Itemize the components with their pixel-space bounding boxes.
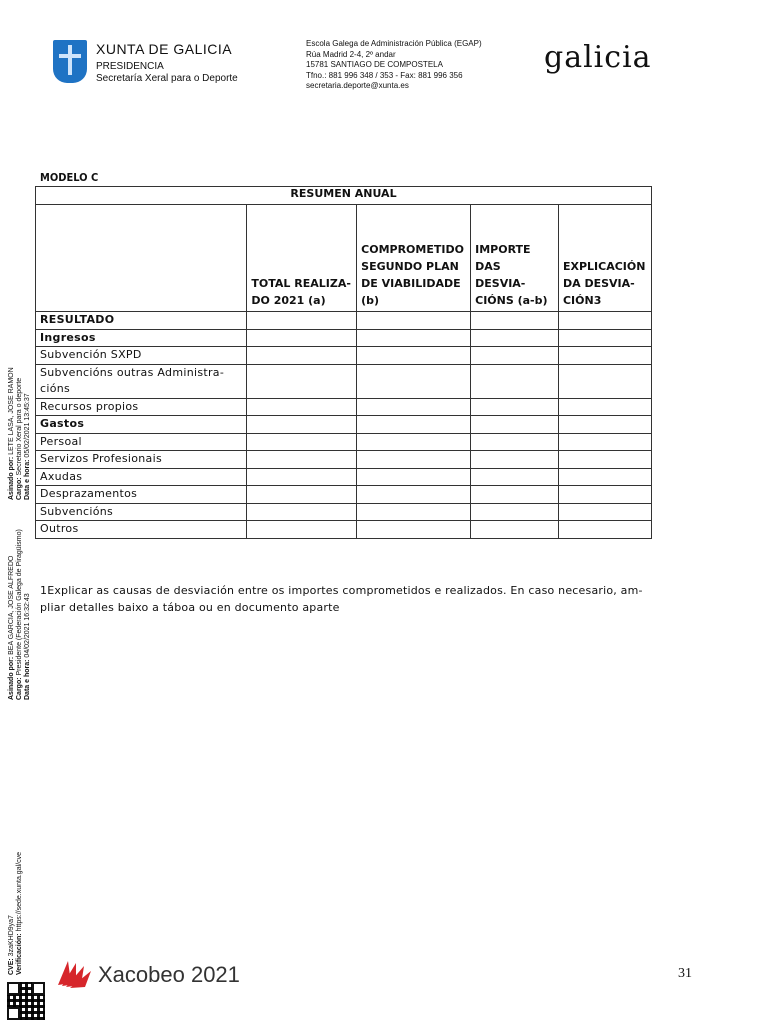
date-label: Data e hora: [24, 659, 31, 700]
table-row [36, 416, 652, 434]
value-cell[interactable] [357, 486, 471, 504]
row-label: Persoal [36, 433, 247, 451]
value-cell[interactable] [247, 312, 357, 330]
column-header-line: DO 2021 (a) [251, 294, 326, 307]
cve-label: CVE: [8, 958, 15, 975]
xunta-title: XUNTA DE GALICIA [96, 41, 233, 57]
xunta-department [96, 61, 238, 85]
verification-url: https://sede.xunta.gal/cve [16, 852, 23, 932]
row-label: Outros [36, 521, 247, 539]
value-cell[interactable] [471, 416, 559, 434]
value-cell[interactable] [247, 451, 357, 469]
row-label: Subvencións [36, 503, 247, 521]
department-line-2: Secretaría Xeral para o Deporte [96, 73, 238, 84]
signature-block-2 [8, 529, 32, 700]
column-header-line: CIÓNS (a-b) [475, 294, 548, 307]
row-label: Subvención SXPD [36, 347, 247, 365]
value-cell[interactable] [357, 468, 471, 486]
signer-role: Secretario Xeral para o deporte [16, 377, 23, 476]
table-row [36, 521, 652, 539]
value-cell[interactable] [471, 398, 559, 416]
column-header-line: (b) [361, 294, 380, 307]
row-label: RESULTADO [36, 312, 247, 330]
role-label: Cargo: [16, 477, 23, 500]
date-label: Data e hora: [24, 459, 31, 500]
signature-block-1 [8, 367, 32, 500]
value-cell[interactable] [471, 451, 559, 469]
column-header-line: DA DESVIA- [562, 277, 635, 290]
value-cell[interactable] [558, 312, 651, 330]
signer-name: LETE LASA, JOSE RAMON [8, 367, 15, 455]
signed-label: Asinado por: [8, 656, 15, 700]
value-cell[interactable] [247, 433, 357, 451]
value-cell[interactable] [558, 486, 651, 504]
qr-code-icon [7, 982, 45, 1020]
contact-line: Escola Galega de Administración Pública (EGAP) [306, 39, 482, 48]
value-cell[interactable] [357, 503, 471, 521]
row-label-line: Subvencións outras Administra- [40, 365, 225, 379]
table-row [36, 347, 652, 365]
value-cell[interactable] [357, 433, 471, 451]
value-cell[interactable] [558, 364, 651, 398]
value-cell[interactable] [471, 468, 559, 486]
contact-block [306, 39, 482, 92]
column-header-line: CIÓN3 [562, 294, 602, 307]
table-row [36, 398, 652, 416]
column-header [357, 205, 471, 312]
column-header-line: EXPLICACIÓN [562, 260, 646, 273]
contact-line: Tfno.: 881 996 348 / 353 - Fax: 881 996 356 [306, 70, 463, 80]
column-header-line: DAS DESVIA- [475, 260, 526, 290]
value-cell[interactable] [247, 468, 357, 486]
table-row [36, 451, 652, 469]
value-cell[interactable] [247, 521, 357, 539]
column-header-line: DE VIABILIDADE [361, 277, 461, 290]
value-cell[interactable] [558, 398, 651, 416]
value-cell[interactable] [357, 416, 471, 434]
table-title: RESUMEN ANUAL [36, 187, 652, 205]
value-cell[interactable] [247, 503, 357, 521]
value-cell[interactable] [471, 433, 559, 451]
value-cell[interactable] [247, 364, 357, 398]
signed-label: Asinado por: [8, 456, 15, 500]
value-cell[interactable] [357, 451, 471, 469]
empty-header-cell [36, 205, 247, 312]
table-row [36, 433, 652, 451]
value-cell[interactable] [558, 347, 651, 365]
column-header-line: TOTAL REALIZA- [251, 277, 351, 290]
signer-role: Presidente (Federación Galega de Piragüismo) [16, 529, 23, 676]
annual-summary-table [35, 186, 652, 539]
value-cell[interactable] [558, 416, 651, 434]
contact-line: secretaria.deporte@xunta.es [306, 81, 409, 90]
value-cell[interactable] [558, 521, 651, 539]
column-header-line: SEGUNDO PLAN [361, 260, 459, 273]
row-label: Desprazamentos [36, 486, 247, 504]
value-cell[interactable] [357, 364, 471, 398]
contact-line: Rúa Madrid 2-4, 2º andar [306, 49, 396, 59]
value-cell[interactable] [558, 451, 651, 469]
table-row [36, 312, 652, 330]
table-row [36, 329, 652, 347]
cve-code: 3zaKHD9ya7 [8, 915, 15, 957]
signer-name: BEA GARCIA, JOSE ALFREDO [8, 555, 15, 655]
row-label: Servizos Profesionais [36, 451, 247, 469]
xacobeo-logo-text: Xacobeo 2021 [98, 962, 240, 987]
value-cell[interactable] [247, 486, 357, 504]
value-cell[interactable] [357, 521, 471, 539]
value-cell[interactable] [471, 503, 559, 521]
row-label: Recursos propios [36, 398, 247, 416]
row-label: Axudas [36, 468, 247, 486]
column-header [558, 205, 651, 312]
value-cell[interactable] [558, 468, 651, 486]
value-cell[interactable] [357, 329, 471, 347]
row-label: Ingresos [36, 329, 247, 347]
verification-block [8, 852, 24, 975]
xacobeo-shell-icon [54, 957, 92, 989]
table-row [36, 468, 652, 486]
value-cell[interactable] [247, 329, 357, 347]
model-label: MODELO C [40, 171, 99, 184]
column-header [471, 205, 559, 312]
value-cell[interactable] [357, 398, 471, 416]
value-cell[interactable] [247, 398, 357, 416]
table-row [36, 486, 652, 504]
row-label-line: cións [40, 381, 71, 395]
column-header-line: COMPROMETIDO [361, 243, 464, 256]
signature-date: 05/02/2021 13:45:37 [24, 393, 31, 458]
value-cell[interactable] [471, 312, 559, 330]
row-label [36, 364, 247, 398]
value-cell[interactable] [357, 312, 471, 330]
role-label: Cargo: [16, 677, 23, 700]
value-cell[interactable] [558, 329, 651, 347]
value-cell[interactable] [558, 503, 651, 521]
table-row [36, 364, 652, 398]
value-cell[interactable] [357, 347, 471, 365]
value-cell[interactable] [558, 433, 651, 451]
value-cell[interactable] [471, 486, 559, 504]
column-header-line: IMPORTE [475, 243, 531, 256]
xunta-shield-icon [53, 40, 87, 83]
department-line-1: PRESIDENCIA [96, 61, 164, 72]
value-cell[interactable] [247, 347, 357, 365]
contact-line: 15781 SANTIAGO DE COMPOSTELA [306, 60, 443, 69]
page-number: 31 [678, 966, 692, 981]
signature-date: 04/02/2021 16:32:43 [24, 593, 31, 658]
footnote: 1Explicar as causas de desviación entre os importes comprometidos e realizados. En caso necesario, am-pliar detalles baixo a táboa ou en documento aparte [40, 584, 643, 614]
row-label: Gastos [36, 416, 247, 434]
table-row [36, 503, 652, 521]
value-cell[interactable] [471, 329, 559, 347]
value-cell[interactable] [471, 521, 559, 539]
value-cell[interactable] [471, 347, 559, 365]
value-cell[interactable] [247, 416, 357, 434]
verification-label: Verificación: [16, 933, 23, 975]
column-header [247, 205, 357, 312]
galicia-logo: galicia [544, 40, 652, 75]
value-cell[interactable] [471, 364, 559, 398]
